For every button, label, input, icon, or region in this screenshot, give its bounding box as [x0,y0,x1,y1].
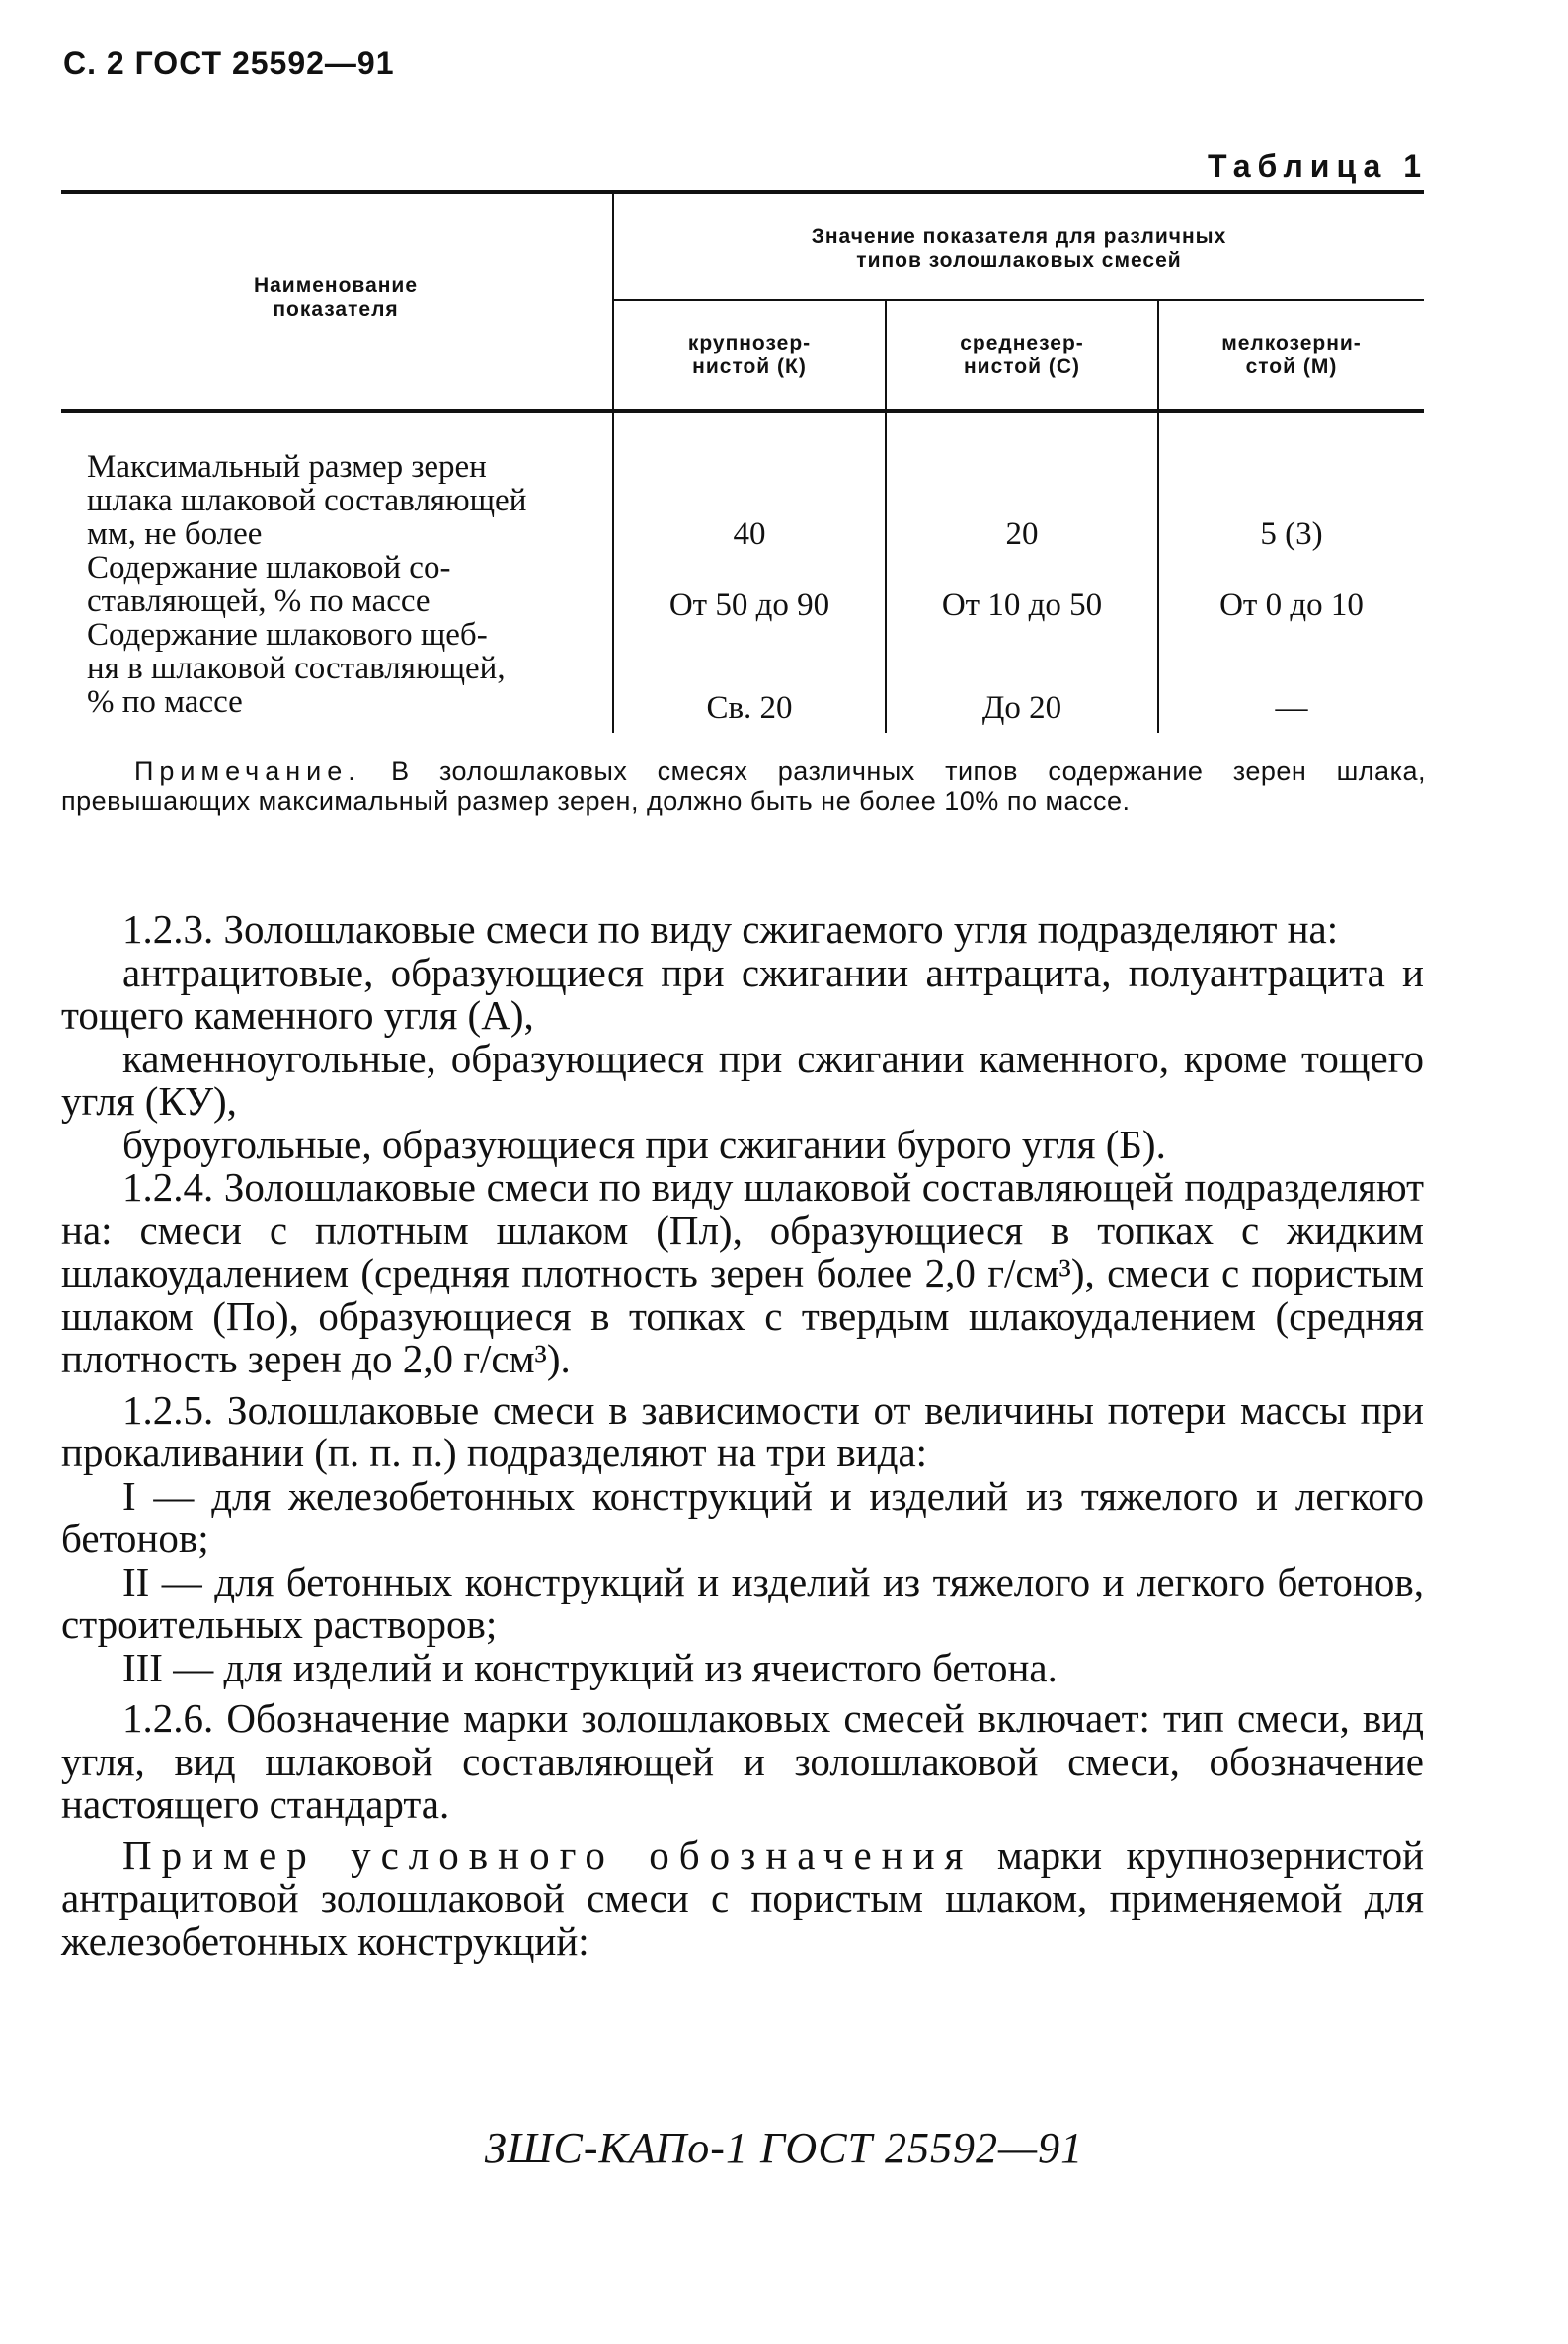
group-header [614,225,1424,273]
cell-max-size-k: 40 [733,516,766,552]
col-header-line: нистой (К) [692,355,807,378]
table-col-divider-1 [612,192,614,733]
col-header-line: крупнозер- [687,332,812,354]
col-header-s [887,332,1157,379]
cell-crushed-slag-m: — [1275,690,1308,726]
marking-example: ЗШС-КАПо-1 ГОСТ 25592—91 [484,2124,1084,2172]
paragraph-1-2-6: 1.2.6. Обозначение марки золошлаковых смесей включает: тип смеси, вид угля, вид шлаковой составляющей и золошлаковой смеси, обозначение настоящего стандарта. [61,1695,1424,1827]
paragraph-example [61,1832,1425,1964]
row-name-max-size [87,450,581,551]
row-name-line: шлака шлаковой составляющей [87,483,527,518]
row-name-slag-content [87,551,581,618]
table-note [61,756,1426,816]
row-name-line: ставляющей, % по массе [87,584,431,619]
cell-crushed-slag-s: До 20 [981,690,1062,726]
col-header-line: среднезер- [960,332,1084,354]
row-name-line: Содержание шлакового щеб- [87,617,488,653]
col-header-line: мелкозерни- [1221,332,1362,354]
row-name-line: % по массе [87,684,243,720]
row-name-line: Содержание шлаковой со- [87,550,451,586]
paragraph-1-2-5: 1.2.5. Золошлаковые смеси в зависимости от величины потери массы при прокаливании (п. п. п.) подразделяют на три вида: [61,1386,1424,1475]
col-name-header [61,274,610,322]
group-header-line: типов золошлаковых смесей [856,249,1182,272]
paragraph-1-2-4: 1.2.4. Золошлаковые смеси по виду шлаковой составляющей подразделяют на: смеси с плотным шлаком (Пл), образующиеся в топках с жидким шлакоудалением (средняя плотность зерен более 2,0 г/см³), смеси с пористым шлаком (По), образующиеся в топках с твердым шлакоудалением (средняя плотность зерен до 2,0 г/см³). [61,1164,1424,1381]
note-label: Примечание. [134,756,361,786]
page-header: С. 2 ГОСТ 25592—91 [63,45,395,81]
row-name-line: мм, не более [87,516,263,552]
row-name-crushed-slag [87,618,581,719]
paragraph-1-2-5-ii: II — для бетонных конструкций и изделий из тяжелого и легкого бетонов, строительных растворов; [61,1558,1424,1647]
cell-max-size-s: 20 [1005,516,1039,552]
note-text: В золошлаковых смесях различных типов содержание зерен шлака, превышающих максимальный размер зерен, должно быть не более 10% по массе. [61,756,1426,816]
table-label: Таблица 1 [1207,148,1428,184]
group-header-rule [614,299,1424,301]
table-top-rule [61,190,1424,194]
cell-crushed-slag-k: Св. 20 [706,690,793,726]
paragraph-1-2-3-c: буроугольные, образующиеся при сжигании бурого угля (Б). [122,1121,1166,1167]
header-bottom-rule [61,409,1424,413]
paragraph-1-2-5-i: I — для железобетонных конструкций и изделий из тяжелого и легкого бетонов; [61,1472,1424,1561]
group-header-line: Значение показателя для различных [811,225,1227,248]
col-header-k [614,332,885,379]
cell-slag-content-k: От 50 до 90 [668,587,830,623]
example-text: марки крупнозернистой антрацитовой золошлаковой смеси с пористым шлаком, применяемой для железобетонных конструкций: [61,1832,1425,1964]
row-name-line: Максимальный размер зерен [87,449,487,485]
paragraph-1-2-5-iii: III — для изделий и конструкций из ячеистого бетона. [122,1644,1058,1690]
body-text [61,908,1424,1963]
paragraph-1-2-3-b: каменноугольные, образующиеся при сжигании каменного, кроме тощего угля (КУ), [61,1035,1424,1124]
col-name-header-line: Наименование [253,274,419,297]
cell-max-size-m: 5 (3) [1260,516,1323,552]
col-name-header-line: показателя [273,298,399,321]
row-name-line: ня в шлаковой составляющей, [87,651,506,686]
paragraph-1-2-3-a: антрацитовые, образующиеся при сжигании антрацита, полуантрацита и тощего каменного угля (А), [61,949,1424,1038]
paragraph-1-2-3: 1.2.3. Золошлаковые смеси по виду сжигаемого угля подразделяют на: [122,906,1339,952]
example-label: Пример условного обозначения [122,1832,974,1878]
col-header-line: нистой (С) [963,355,1080,378]
cell-slag-content-s: От 10 до 50 [941,587,1103,623]
cell-slag-content-m: От 0 до 10 [1219,587,1364,623]
col-header-m [1159,332,1424,379]
col-header-line: стой (М) [1245,355,1338,378]
